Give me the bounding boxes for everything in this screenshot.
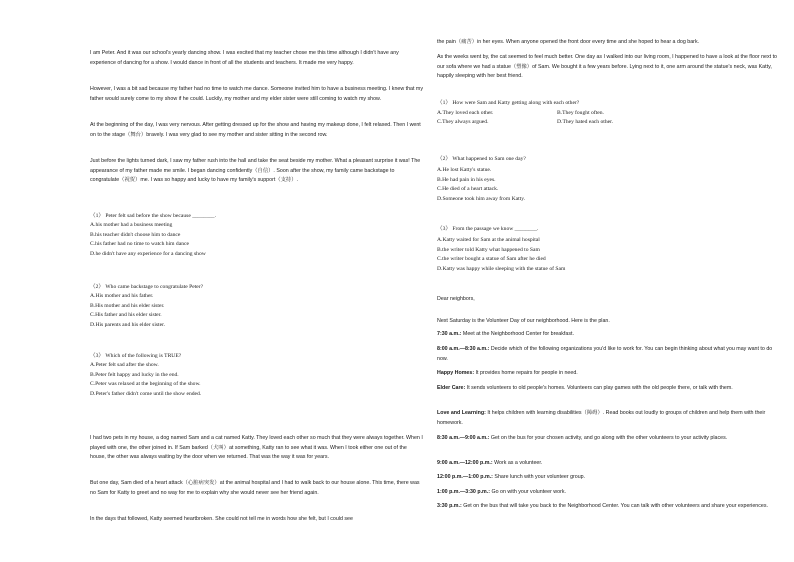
option-b: B.the writer told Katty what happened to Sam bbox=[437, 246, 540, 253]
option-d: D.Katty was happy while sleeping with the statue of Sam bbox=[437, 265, 566, 272]
schedule-item-return bbox=[437, 502, 777, 512]
organization-elder-care bbox=[437, 384, 777, 394]
option-c: C.Peter was relaxed at the beginning of the show. bbox=[90, 381, 201, 388]
option-d: D.Peter's father didn't come until the show ended. bbox=[90, 390, 202, 397]
organization-happy-homes bbox=[437, 369, 777, 379]
schedule-text: Get on the bus for your chosen activity, and go along with the other volunteers to your activity places. bbox=[489, 435, 728, 441]
schedule-text: Go on with your volunteer work. bbox=[490, 489, 566, 495]
story1-question-3 bbox=[90, 352, 201, 399]
story2-paragraph-5: As the weeks went by, the cat seemed to feel much better. One day as I walked into our living room, I happened to have a look at the floor next to our sofa where we had a statue（塑像）of Sam. We bought it a few years before. Lying next to it, one arm around the statue's neck, was Katty, happily sleeping with her best friend. bbox=[437, 54, 777, 80]
story1-paragraph-1: I am Peter. And it was our school's yearly dancing show. I was excited that my teacher chose me this time although I didn't have any experience of dancing for a show. I would dance in front of all the students and teachers. It made me very happy. bbox=[90, 50, 399, 66]
schedule-text: Share lunch with your volunteer group. bbox=[492, 474, 586, 480]
schedule-item-work bbox=[437, 459, 777, 469]
story1-question-2 bbox=[90, 283, 203, 330]
option-d: D.he didn't have any experience for a dancing show bbox=[90, 250, 206, 257]
story2-question-2 bbox=[437, 155, 526, 204]
organization-name: Love and Learning: bbox=[437, 410, 486, 416]
option-c: C.He died of a heart attack. bbox=[437, 186, 499, 193]
story2-paragraph-2: But one day, Sam died of a heart attack（心脏病突发）at the animal hospital and I had to walk back to our house alone. This time, there was no Sam for Katty to greet and no way for me to explain why she would never see her friend again. bbox=[90, 480, 420, 496]
story2-question-1-options bbox=[437, 109, 737, 128]
schedule-item-bus bbox=[437, 434, 777, 444]
organization-text: It helps children with learning disabilities（障碍）. Read books out loudly to groups of children and help them with their homework. bbox=[437, 410, 766, 426]
option-b: B.Peter felt happy and lucky in the end. bbox=[90, 371, 179, 378]
schedule-item-lunch bbox=[437, 473, 777, 483]
schedule-time: 8:30 a.m.—9:00 a.m.: bbox=[437, 435, 490, 441]
option-b: B.His mother and his elder sister. bbox=[90, 302, 165, 309]
option-a: A.his mother had a business meeting bbox=[90, 222, 173, 229]
story1-paragraph-4: Just before the lights turned dark, I saw my father rush into the hall and take the seat beside my mother. What a pleasant surprise it was! The appearance of my father made me smile. I began dancing confidently（自信）. Soon after the show, my family came backstage to congratulate（祝贺）me. I was so happy and lucky to have my family's support（支持）. bbox=[90, 158, 421, 184]
story1-paragraph-2: However, I was a bit sad because my father had no time to watch me dance. Someone invited him to have a business meeting. I knew that my father would surely come to my show if he could. Luckily, my mother and my elder sister were still coming to watch my show. bbox=[90, 86, 423, 102]
story2-paragraph-3: In the days that followed, Katty seemed heartbroken. She could not tell me in words how she felt, but I could see bbox=[90, 516, 353, 522]
story1-paragraph-3: At the beginning of the day, I was very nervous. After getting dressed up for the show and having my makeup done, I felt relaxed. Then I went on to the stage（舞台）bravely. I was very glad to see my mother and sister sitting in the second row. bbox=[90, 122, 421, 138]
question-stem: （2） Who came backstage to congratulate Peter? bbox=[90, 284, 204, 290]
schedule-item-afternoon bbox=[437, 488, 777, 498]
option-b: B.his teacher didn't choose him to dance bbox=[90, 231, 181, 238]
story2-question-1-stem: （1） How were Sam and Katty getting along with each other? bbox=[437, 100, 580, 106]
organization-text: It sends volunteers to old people's homes. Volunteers can play games with the old people there, or talk with them. bbox=[465, 385, 733, 391]
option-b: B.They fought often. bbox=[557, 110, 604, 116]
question-stem: （1） Peter felt sad before the show because ________. bbox=[90, 213, 216, 219]
schedule-time: 3:30 p.m.: bbox=[437, 503, 462, 509]
option-a: A.He lost Katty's statue. bbox=[437, 167, 492, 174]
notice-intro: Next Saturday is the Volunteer Day of our neighborhood. Here is the plan. bbox=[437, 318, 610, 324]
question-stem: （3） From the passage we know ________. bbox=[437, 226, 539, 232]
option-c: C.His father and his elder sister. bbox=[90, 312, 162, 319]
organization-name: Elder Care: bbox=[437, 385, 466, 391]
option-c: C.his father had no time to watch him dance bbox=[90, 241, 189, 248]
schedule-text: Decide which of the following organizations you'd like to work for. You can begin thinking about what you may want to do now. bbox=[437, 346, 773, 362]
schedule-item-breakfast bbox=[437, 330, 777, 340]
schedule-item-decide bbox=[437, 345, 777, 364]
schedule-time: 12:00 p.m.—1:00 p.m.: bbox=[437, 474, 493, 480]
organization-love-and-learning bbox=[437, 409, 777, 428]
story2-paragraph-4: the pain（痛苦）in her eyes. When anyone opened the front door every time and she hoped to hear a dog bark. bbox=[437, 39, 700, 45]
option-a: A.They loved each other. bbox=[437, 110, 494, 116]
story1-question-1 bbox=[90, 212, 216, 259]
option-d: D.His parents and his elder sister. bbox=[90, 321, 166, 328]
schedule-time: 9:00 a.m.—12:00 p.m.: bbox=[437, 460, 493, 466]
schedule-text: Work as a volunteer. bbox=[492, 460, 543, 466]
story2-question-3 bbox=[437, 225, 565, 274]
story2-paragraph-1: I had two pets in my house, a dog named Sam and a cat named Katty. They loved each other so much that they were always together. When I played with one, the other joined in. If Sam barked（犬叫）at something, Katty ran to see what it was. When I took either one out of the house, the other was always waiting by the door when we returned. That was the way it was for years. bbox=[90, 435, 423, 461]
notice-greeting: Dear neighbors, bbox=[437, 296, 475, 302]
question-stem: （2） What happened to Sam one day? bbox=[437, 156, 526, 162]
option-b: B.He had pain in his eyes. bbox=[437, 176, 496, 183]
organization-name: Happy Homes: bbox=[437, 370, 475, 376]
option-a: A.His mother and his father. bbox=[90, 293, 154, 300]
schedule-text: Meet at the Neighborhood Center for breakfast. bbox=[461, 331, 574, 337]
option-a: A.Peter felt sad after the show. bbox=[90, 362, 159, 369]
schedule-text: Get on the bus that will take you back to the Neighborhood Center. You can talk with other volunteers and share your experiences. bbox=[461, 503, 768, 509]
option-c: C.They always argued. bbox=[437, 119, 489, 126]
option-a: A.Katty waited for Sam at the animal hospital bbox=[437, 237, 540, 244]
schedule-time: 7:30 a.m.: bbox=[437, 331, 462, 337]
question-stem: （3） Which of the following is TRUE? bbox=[90, 353, 182, 359]
option-c: C.the writer bought a statue of Sam after he died bbox=[437, 256, 546, 263]
option-d: D.They hated each other. bbox=[557, 119, 614, 126]
schedule-time: 8:00 a.m.—8:30 a.m.: bbox=[437, 346, 490, 352]
organization-text: It provides home repairs for people in need. bbox=[474, 370, 578, 376]
schedule-time: 1:00 p.m.—3:30 p.m.: bbox=[437, 489, 490, 495]
option-d: D.Someone took him away from Katty. bbox=[437, 195, 526, 202]
